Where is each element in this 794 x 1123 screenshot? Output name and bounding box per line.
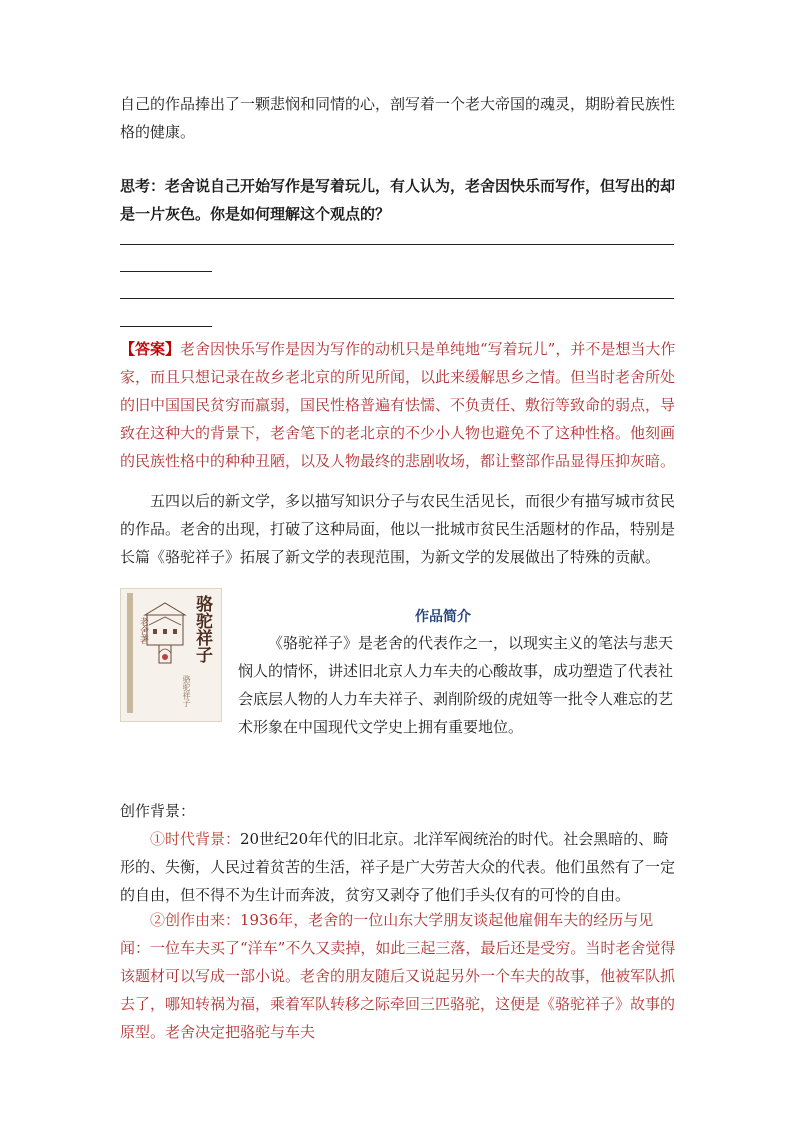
background-item-2-label: ②创作由来： <box>150 911 241 929</box>
answer-line-4 <box>120 326 212 327</box>
intro-text: 《骆驼祥子》是老舍的代表作之一，以现实主义的笔法与悲天悯人的情怀，讲述旧北京人力车夫的心酸故事，成功塑造了代表社会底层人物的人力车夫祥子、剥削阶级的虎妞等一批令人难忘的艺术形象在中国现代文学史上拥有重要地位。 <box>238 634 674 736</box>
answer-line-3 <box>120 298 674 299</box>
cover-author: 老舍著 <box>138 617 148 644</box>
intro-body <box>238 629 678 741</box>
think-question: 思考：老舍说自己开始写作是写着玩儿，有人认为，老舍因快乐而写作，但写出的却是一片灰色。你是如何理解这个观点的？ <box>120 177 676 223</box>
background-title: 创作背景： <box>120 802 196 820</box>
background-item-1-label: ①时代背景： <box>150 830 241 848</box>
background-item-1 <box>120 825 676 909</box>
background-item-2 <box>120 906 676 1046</box>
answer-line-2 <box>120 271 212 272</box>
cover-spine-text: 骆驼祥子 <box>182 675 191 707</box>
intro-title: 作品简介 <box>415 609 471 625</box>
wusi-paragraph: 五四以后的新文学，多以描写知识分子与农民生活见长，而很少有描写城市贫民的作品。老舍的出现，打破了这种局面，他以一批城市贫民生活题材的作品，特别是长篇《骆驼祥子》拓展了新文学的表现范围，为新文学的发展做出了特殊的贡献。 <box>120 492 676 566</box>
cover-spine <box>127 593 133 713</box>
book-cover-image <box>120 588 222 722</box>
answer-text: 老舍因快乐写作是因为写作的动机只是单纯地“写着玩儿”，并不是想当大作家，而且只想记录在故乡老北京的所见所闻，以此来缓解思乡之情。但当时老舍所处的旧中国国民贫穷而羸弱，国民性格普遍有怯懦、不负责任、敷衍等致命的弱点，导致在这种大的背景下，老舍笔下的老北京的不少小人物也避免不了这种性格。他刻画的民族性格中的种种丑陋，以及人物最终的悲剧收场，都让整部作品显得压抑灰暗。 <box>120 340 676 470</box>
city-gate-illustration <box>143 595 187 671</box>
answer-paragraph <box>120 335 676 475</box>
background-item-1-text: 20世纪20年代的旧北京。北洋军阀统治的时代。社会黑暗的、畸形的、失衡，人民过着贫苦的生活，祥子是广大劳苦大众的代表。他们虽然有了一定的自由，但不得不为生计而奔波，贫穷又剥夺了他们手头仅有的可怜的自由。 <box>120 830 676 904</box>
background-item-2-text: 1936年，老舍的一位山东大学朋友谈起他雇佣车夫的经历与见闻：一位车夫买了“洋车”不久又卖掉，如此三起三落，最后还是受穷。当时老舍觉得该题材可以写成一部小说。老舍的朋友随后又说起另外一个车夫的故事，他被军队抓去了，哪知转祸为福，乘着军队转移之际牵回三匹骆驼，这便是《骆驼祥子》故事的原型。老舍决定把骆驼与车夫 <box>120 911 676 1041</box>
answer-tag: 【答案】 <box>120 340 181 358</box>
cover-title: 骆驼祥子 <box>192 595 212 663</box>
answer-line-1 <box>120 244 674 245</box>
intro-tail-paragraph: 自己的作品捧出了一颗悲悯和同情的心，剖写着一个老大帝国的魂灵，期盼着民族性格的健康。 <box>120 95 676 141</box>
